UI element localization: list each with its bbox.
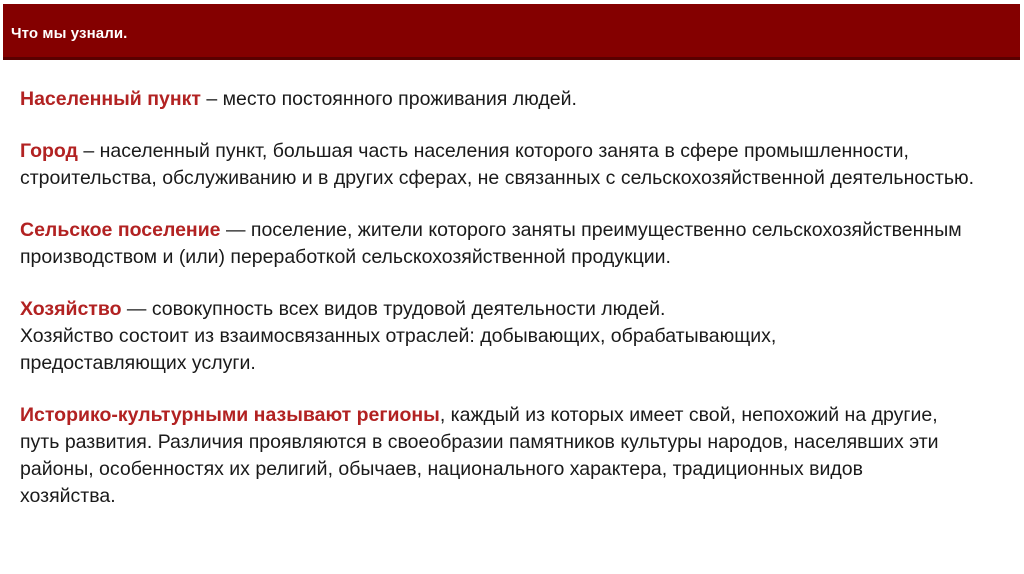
- definition-text: – место постоянного проживания людей.: [200, 88, 577, 110]
- term-rural-settlement: Сельское поселение: [20, 219, 221, 241]
- definition-city: [20, 138, 1005, 192]
- term-settlement: Населенный пункт: [20, 88, 201, 110]
- definition-settlement: [20, 86, 1010, 113]
- term-city: Город: [20, 140, 78, 162]
- definition-rural-settlement: [20, 217, 980, 271]
- slide-title: Что мы узнали.: [11, 25, 128, 42]
- definition-text: — поселение, жители которого заняты преимущественно сельскохозяйственным производством и (или) переработкой сельскохозяйственной продукции.: [20, 219, 962, 268]
- definition-extra-text: Хозяйство состоит из взаимосвязанных отраслей: добывающих, обрабатывающих, предоставляющих услуги.: [20, 325, 777, 374]
- definition-text: — совокупность всех видов трудовой деятельности людей.: [121, 298, 666, 320]
- definition-text: – населенный пункт, большая часть населения которого занята в сфере промышленности, строительства, обслуживанию и в других сферах, не связанных с сельскохозяйственной деятельностью.: [20, 140, 975, 189]
- term-historical-cultural-regions: Историко-культурными называют регионы: [20, 404, 440, 426]
- slide-content: [20, 86, 1010, 535]
- term-economy: Хозяйство: [20, 298, 122, 320]
- slide-header: [3, 4, 1020, 60]
- definition-historical-cultural-regions: [20, 402, 960, 510]
- definition-text: , каждый из которых имеет свой, непохожий на другие, путь развития. Различия проявляются в своеобразии памятников культуры народов, населявших эти районы, особенностях их религий, обычаев, национального характера, традиционных видов хозяйства.: [20, 404, 939, 507]
- definition-economy: [20, 296, 870, 377]
